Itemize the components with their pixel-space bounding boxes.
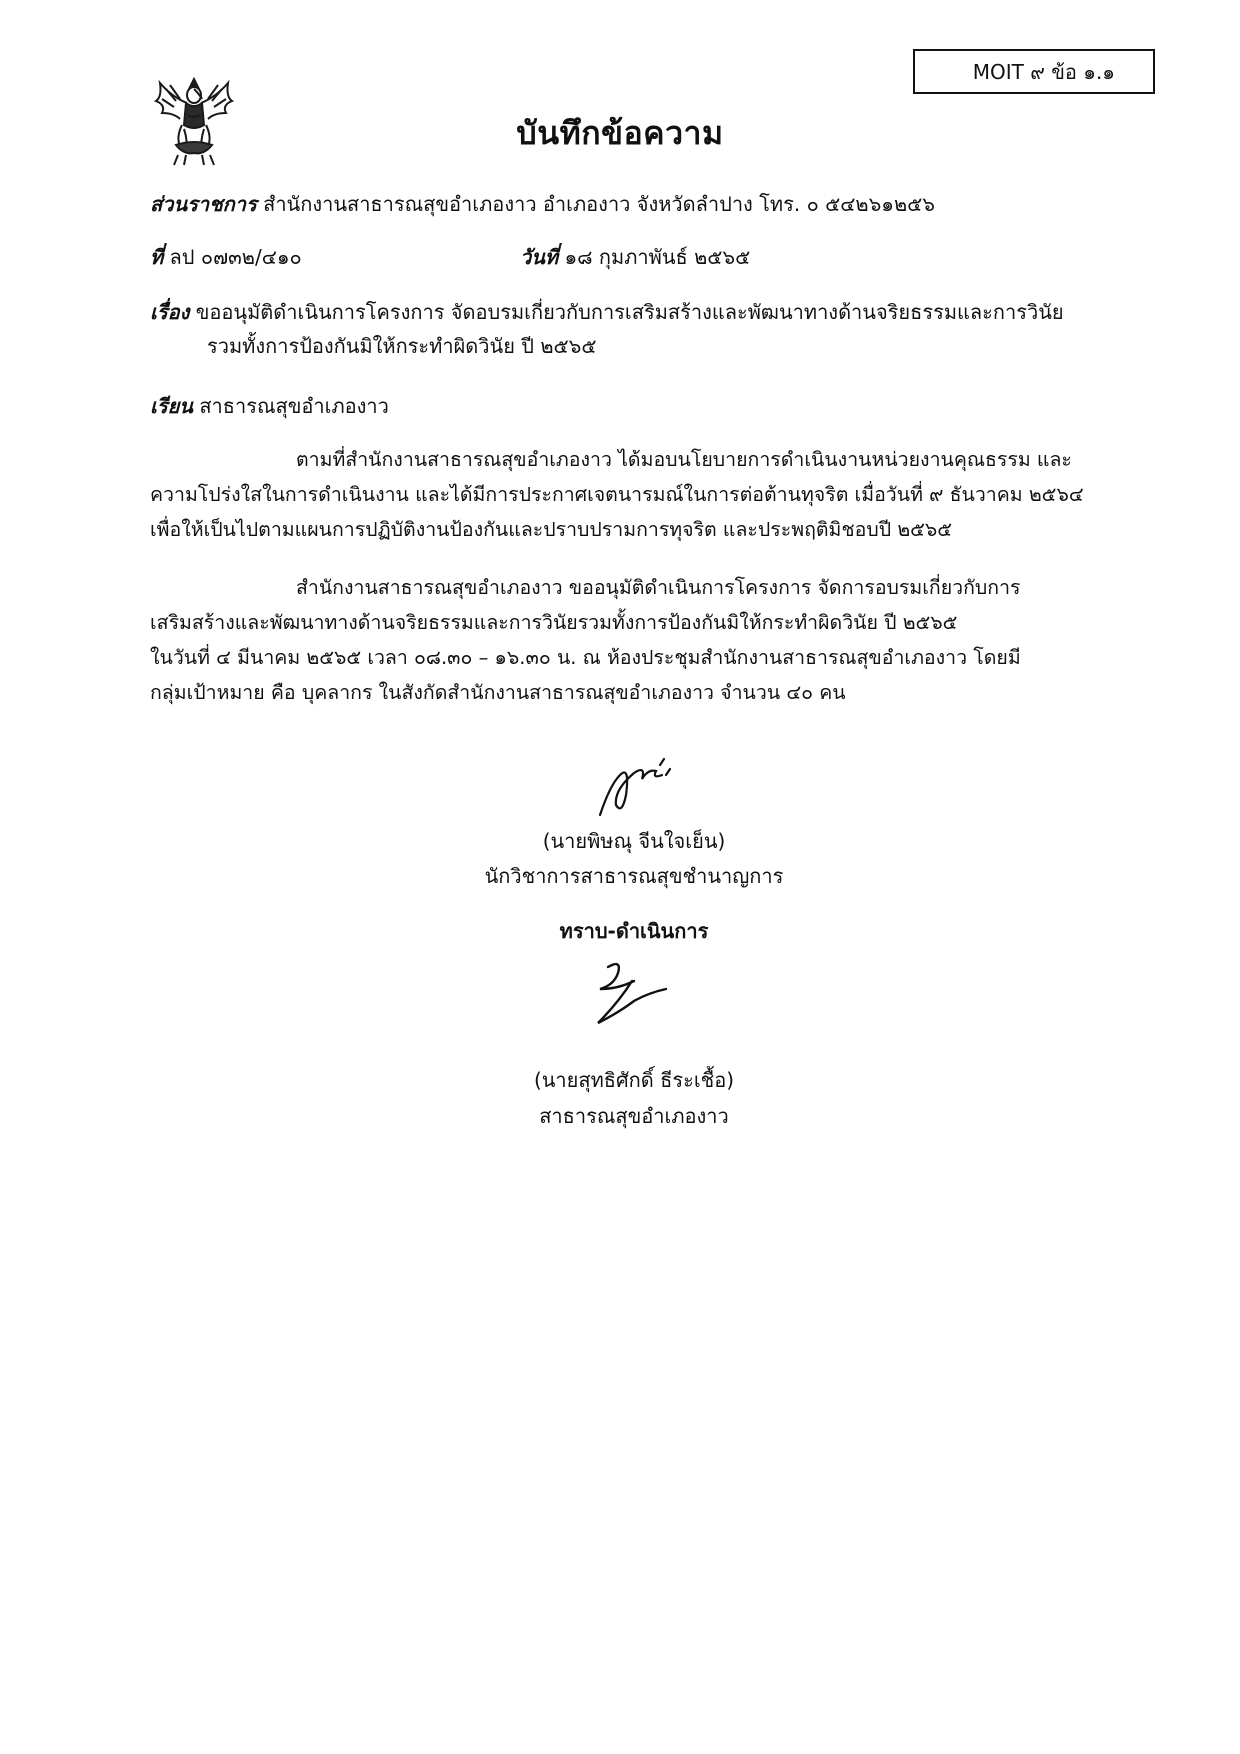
- signature-1-icon: [590, 745, 690, 820]
- subject-label: เรื่อง: [150, 300, 190, 324]
- date-value: ๑๘ กุมภาพันธ์ ๒๕๖๕: [564, 245, 751, 269]
- paragraph-line: เพื่อให้เป็นไปตามแผนการปฏิบัติงานป้องกันและปราบปรามการทุจริต และประพฤติมิชอบปี ๒๕๖๕: [150, 518, 953, 541]
- subject-row: [150, 296, 1064, 328]
- to-value: สาธารณสุขอำเภองาว: [199, 394, 389, 418]
- subject-line-1: ขออนุมัติดำเนินการโครงการ จัดอบรมเกี่ยวกับการเสริมสร้างและพัฒนาทางด้านจริยธรรมและการวินัย: [195, 300, 1064, 324]
- agency-label: ส่วนราชการ: [150, 192, 257, 216]
- paragraph-line: กลุ่มเป้าหมาย คือ บุคลากร ในสังกัดสำนักงานสาธารณสุขอำเภองาว จำนวน ๔๐ คน: [150, 681, 846, 704]
- ref-no-label: ที่: [150, 245, 164, 269]
- signer-2-name: (นายสุทธิศักดิ์ ธีระเชื้อ): [533, 1068, 735, 1092]
- paragraph-line: ความโปร่งใสในการดำเนินงาน และได้มีการประกาศเจตนารมณ์ในการต่อต้านทุจริต เมื่อวันที่ ๙ ธันวาคม ๒๕๖๔: [150, 483, 1084, 506]
- to-label: เรียน: [150, 394, 193, 418]
- signature-2-icon: [588, 955, 678, 1030]
- signer-2-position: สาธารณสุขอำเภองาว: [539, 1104, 729, 1128]
- paragraph-line: สำนักงานสาธารณสุขอำเภองาว ขออนุมัติดำเนินการโครงการ จัดการอบรมเกี่ยวกับการ: [296, 576, 1021, 599]
- date-row: [520, 241, 750, 273]
- reference-text: MOIT ๙ ข้อ ๑.๑: [972, 59, 1115, 84]
- paragraph-line: ตามที่สำนักงานสาธารณสุขอำเภองาว ได้มอบนโยบายการดำเนินงานหน่วยงานคุณธรรม และ: [296, 448, 1072, 471]
- to-row: [150, 390, 389, 422]
- ref-no-row: [150, 241, 302, 273]
- approval-text: ทราบ-ดำเนินการ: [559, 919, 709, 943]
- signer-1-position: นักวิชาการสาธารณสุขชำนาญการ: [484, 864, 784, 888]
- agency-row: [150, 188, 935, 220]
- agency-value: สำนักงานสาธารณสุขอำเภองาว อำเภองาว จังหวัดลำปาง โทร. ๐ ๕๔๒๖๑๒๕๖: [263, 192, 935, 216]
- subject-line-2: รวมทั้งการป้องกันมิให้กระทำผิดวินัย ปี ๒๕๖๕: [207, 334, 597, 358]
- body-paragraph-1: [150, 442, 1120, 547]
- reference-box: [913, 49, 1155, 94]
- paragraph-line: เสริมสร้างและพัฒนาทางด้านจริยธรรมและการวินัยรวมทั้งการป้องกันมิให้กระทำผิดวินัย ปี ๒๕๖๕: [150, 611, 958, 634]
- ref-no-value: ลป ๐๗๓๒/๔๑๐: [169, 245, 302, 269]
- date-label: วันที่: [520, 245, 559, 269]
- subject-continuation: [207, 330, 596, 362]
- paragraph-line: ในวันที่ ๔ มีนาคม ๒๕๖๕ เวลา ๐๘.๓๐ – ๑๖.๓๐ น. ณ ห้องประชุมสำนักงานสาธารณสุขอำเภองาว โดยมี: [150, 646, 1021, 669]
- signer-1-name: (นายพิษณุ จีนใจเย็น): [542, 829, 726, 853]
- body-paragraph-2: [150, 570, 1120, 710]
- document-title: บันทึกข้อความ: [516, 114, 724, 152]
